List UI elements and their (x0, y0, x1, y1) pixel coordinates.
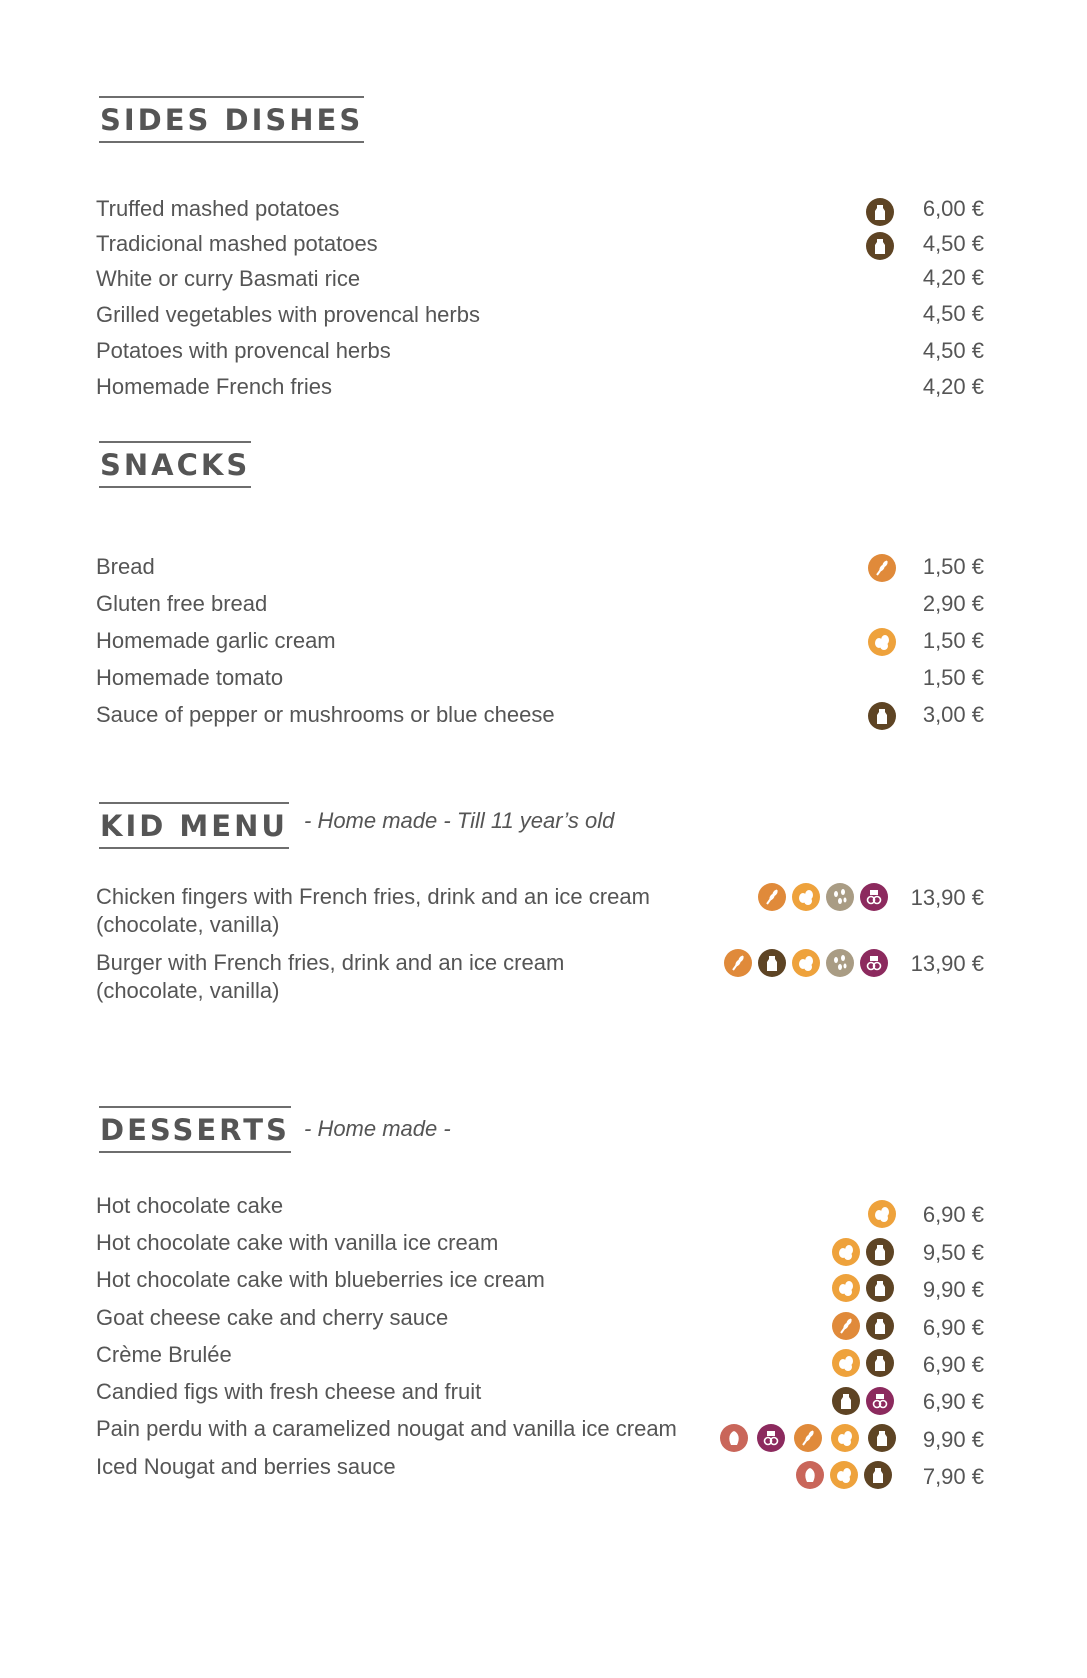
menu-item-name: Tradicional mashed potatoes (96, 231, 378, 256)
sesame-icon (826, 883, 854, 911)
menu-item-price: 7,90 € (922, 1464, 984, 1489)
allergen-icons (758, 883, 888, 911)
sesame-icon (826, 949, 854, 977)
menu-item-name: Gluten free bread (96, 591, 268, 616)
allergen-icons (832, 1274, 894, 1302)
menu-item-price: 6,90 € (922, 1389, 984, 1414)
menu-item-name: Goat cheese cake and cherry sauce (96, 1305, 449, 1330)
menu-item-price: 1,50 € (922, 554, 984, 579)
menu-item-name: Burger with French fries, drink and an ice cream (96, 950, 565, 975)
menu-item-name: Chicken fingers with French fries, drink and an ice cream (96, 884, 650, 909)
menu-item-price: 6,90 € (922, 1202, 984, 1227)
section-title-kids: KID MENU (99, 802, 289, 849)
menu-item-price: 4,50 € (922, 338, 984, 363)
milk-icon (868, 702, 896, 730)
menu-item-name: Iced Nougat and berries sauce (96, 1454, 396, 1479)
sulphite-icon (757, 1424, 785, 1452)
menu-item-price: 1,50 € (922, 628, 984, 653)
menu-item-name: Homemade tomato (96, 665, 284, 690)
sulphite-icon (866, 1387, 894, 1415)
gluten-icon (832, 1312, 860, 1340)
menu-item-name: Hot chocolate cake with vanilla ice cream (96, 1230, 499, 1255)
egg-icon (868, 628, 896, 656)
milk-icon (868, 1424, 896, 1452)
gluten-icon (724, 949, 752, 977)
section-title-snacks: SNACKS (99, 441, 251, 488)
menu-item-price: 13,90 € (910, 951, 984, 976)
egg-icon (832, 1274, 860, 1302)
egg-icon (868, 1200, 896, 1228)
menu-item-name: Hot chocolate cake (96, 1193, 284, 1218)
menu-item-price: 4,20 € (922, 374, 984, 399)
menu-item-name: Pain perdu with a caramelized nougat and vanilla ice cream (96, 1416, 677, 1441)
menu-item-name: Homemade garlic cream (96, 628, 336, 653)
menu-item-name-line2: (chocolate, vanilla) (96, 912, 280, 937)
allergen-icons (868, 628, 896, 656)
section-title-sides: SIDES DISHES (99, 96, 364, 143)
gluten-icon (868, 554, 896, 582)
menu-item-name-line2: (chocolate, vanilla) (96, 978, 280, 1003)
allergen-icons (832, 1238, 894, 1266)
menu-item-price: 9,90 € (922, 1277, 984, 1302)
menu-item-name: White or curry Basmati rice (96, 266, 361, 291)
allergen-icons (868, 702, 896, 730)
gluten-icon (794, 1424, 822, 1452)
egg-icon (832, 1349, 860, 1377)
section-note-kids: - Home made - Till 11 year’s old (304, 808, 615, 833)
milk-icon (866, 1349, 894, 1377)
menu-item-price: 6,90 € (922, 1315, 984, 1340)
milk-icon (866, 198, 894, 226)
menu-item-price: 13,90 € (910, 885, 984, 910)
milk-icon (758, 949, 786, 977)
section-title-desserts: DESSERTS (99, 1106, 291, 1153)
allergen-icons (720, 1424, 896, 1452)
egg-icon (792, 883, 820, 911)
milk-icon (866, 1312, 894, 1340)
menu-item-price: 4,50 € (922, 231, 984, 256)
egg-icon (832, 1238, 860, 1266)
gluten-icon (758, 883, 786, 911)
milk-icon (864, 1461, 892, 1489)
allergen-icons (724, 949, 888, 977)
allergen-icons (832, 1312, 894, 1340)
menu-item-name: Truffed mashed potatoes (96, 196, 340, 221)
nuts-icon (796, 1461, 824, 1489)
milk-icon (832, 1387, 860, 1415)
egg-icon (830, 1461, 858, 1489)
allergen-icons (832, 1387, 894, 1415)
menu-item-name: Homemade French fries (96, 374, 332, 399)
menu-item-name: Crème Brulée (96, 1342, 232, 1367)
menu-item-price: 4,20 € (922, 265, 984, 290)
menu-item-name: Grilled vegetables with provencal herbs (96, 302, 480, 327)
menu-item-price: 1,50 € (922, 665, 984, 690)
allergen-icons (868, 1200, 896, 1228)
sulphite-icon (860, 883, 888, 911)
menu-item-price: 3,00 € (922, 702, 984, 727)
allergen-icons (796, 1461, 892, 1489)
menu-item-name: Hot chocolate cake with blueberries ice cream (96, 1267, 545, 1292)
menu-item-name: Bread (96, 554, 155, 579)
menu-item-price: 2,90 € (922, 591, 984, 616)
menu-item-price: 9,50 € (922, 1240, 984, 1265)
sulphite-icon (860, 949, 888, 977)
milk-icon (866, 1274, 894, 1302)
allergen-icons (868, 554, 896, 582)
milk-icon (866, 232, 894, 260)
egg-icon (792, 949, 820, 977)
menu-item-name: Sauce of pepper or mushrooms or blue cheese (96, 702, 555, 727)
menu-item-name: Potatoes with provencal herbs (96, 338, 391, 363)
allergen-icons (832, 1349, 894, 1377)
menu-item-price: 6,00 € (922, 196, 984, 221)
milk-icon (866, 1238, 894, 1266)
menu-item-name: Candied figs with fresh cheese and fruit (96, 1379, 482, 1404)
menu-item-price: 9,90 € (922, 1427, 984, 1452)
nuts-icon (720, 1424, 748, 1452)
menu-item-price: 4,50 € (922, 301, 984, 326)
allergen-icons (866, 232, 894, 260)
allergen-icons (866, 198, 894, 226)
egg-icon (831, 1424, 859, 1452)
menu-item-price: 6,90 € (922, 1352, 984, 1377)
section-note-desserts: - Home made - (304, 1116, 451, 1141)
